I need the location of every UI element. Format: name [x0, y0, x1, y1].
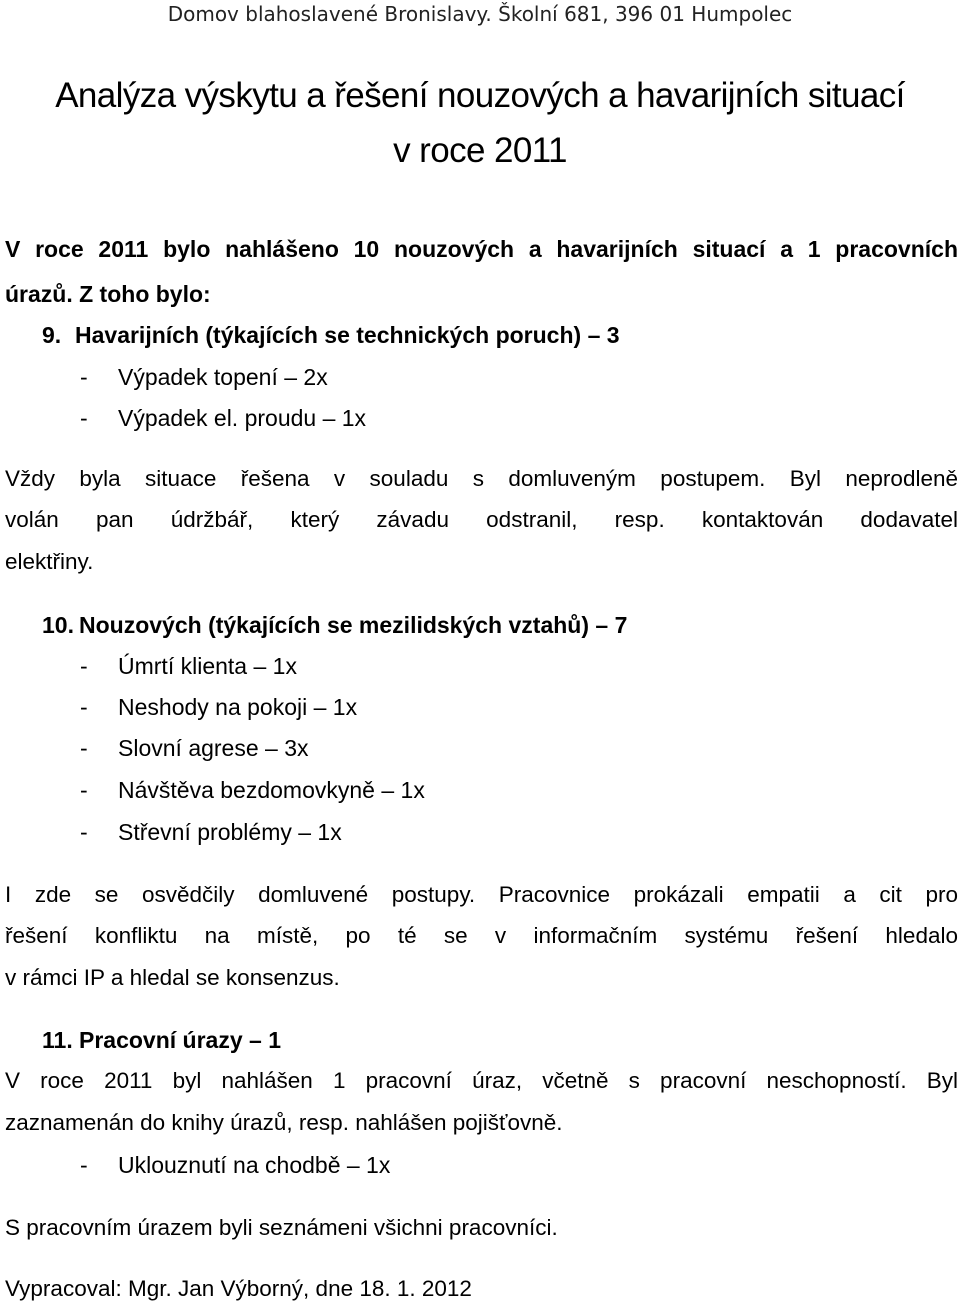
- list-item: [80, 653, 297, 680]
- bullet-dash: -: [80, 735, 88, 761]
- section-10-number: 10.: [42, 612, 74, 638]
- bullet-dash: -: [80, 819, 88, 845]
- intro-line-2: úrazů. Z toho bylo:: [5, 281, 211, 307]
- section-11-number: 11.: [42, 1027, 73, 1053]
- section-11-title: Pracovní úrazy – 1: [79, 1027, 281, 1053]
- list-item-text: Návštěva bezdomovkyně – 1x: [118, 777, 425, 803]
- list-item: [80, 364, 328, 391]
- section-9-title: Havarijních (týkajících se technických poruch) – 3: [75, 322, 620, 348]
- bullet-dash: -: [80, 405, 88, 431]
- list-item: [80, 405, 366, 432]
- list-item: [80, 777, 425, 804]
- document-title-line-1: Analýza výskytu a řešení nouzových a havarijních situací: [55, 76, 905, 115]
- list-item: [80, 694, 357, 721]
- list-item-text: Výpadek el. proudu – 1x: [118, 405, 367, 431]
- intro-line-1: V roce 2011 bylo nahlášeno 10 nouzových a havarijních situací a 1 pracovních: [5, 236, 958, 262]
- section-9-number: 9.: [42, 322, 62, 348]
- section-10-note-line-3: v rámci IP a hledal se konsenzus.: [5, 965, 340, 990]
- bullet-dash: -: [80, 777, 88, 803]
- section-9-note-line-3: elektřiny.: [5, 549, 94, 574]
- section-11-text-line-1: V roce 2011 byl nahlášen 1 pracovní úraz, včetně s pracovní neschopností. Byl: [5, 1068, 958, 1093]
- list-item-text: Neshody na pokoji – 1x: [118, 694, 358, 720]
- list-item-text: Uklouznutí na chodbě – 1x: [118, 1152, 391, 1178]
- signature-line: Vypracoval: Mgr. Jan Výborný, dne 18. 1. 2012: [5, 1276, 472, 1301]
- list-item: [80, 819, 342, 846]
- bullet-dash: -: [80, 653, 88, 679]
- list-item-text: Úmrtí klienta – 1x: [118, 653, 297, 679]
- closing-statement: S pracovním úrazem byli seznámeni všichni pracovníci.: [5, 1215, 558, 1240]
- bullet-dash: -: [80, 364, 88, 390]
- bullet-dash: -: [80, 694, 88, 720]
- list-item-text: Střevní problémy – 1x: [118, 819, 342, 845]
- document-title-line-2: v roce 2011: [393, 131, 567, 170]
- document-header: Domov blahoslavené Bronislavy. Školní 681, 396 01 Humpolec: [167, 2, 793, 26]
- section-11-heading: [42, 1027, 281, 1054]
- list-item: [80, 735, 309, 762]
- section-10-title: Nouzových (týkajících se mezilidských vztahů) – 7: [79, 612, 628, 638]
- section-9-heading: [42, 322, 620, 349]
- bullet-dash: -: [80, 1152, 88, 1178]
- list-item-text: Výpadek topení – 2x: [118, 364, 328, 390]
- section-10-note-line-2: řešení konfliktu na místě, po té se v informačním systému řešení hledalo: [5, 923, 958, 948]
- list-item: [80, 1152, 390, 1179]
- section-10-note-line-1: I zde se osvědčily domluvené postupy. Pracovnice prokázali empatii a cit pro: [5, 882, 958, 907]
- section-9-note-line-2: volán pan údržbář, který závadu odstranil, resp. kontaktován dodavatel: [5, 507, 958, 532]
- list-item-text: Slovní agrese – 3x: [118, 735, 309, 761]
- section-11-text-line-2: zaznamenán do knihy úrazů, resp. nahlášen pojišťovně.: [5, 1110, 563, 1135]
- section-9-note-line-1: Vždy byla situace řešena v souladu s domluveným postupem. Byl neprodleně: [5, 466, 958, 491]
- section-10-heading: [42, 612, 627, 639]
